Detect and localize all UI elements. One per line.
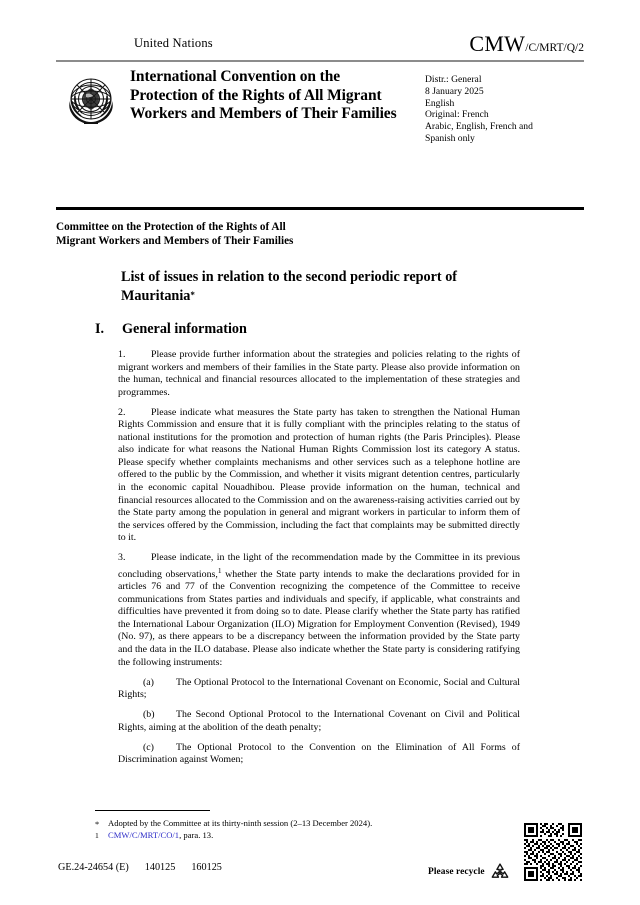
paragraph-2-number: 2. xyxy=(118,406,126,418)
footnote-1-text: , para. 13. xyxy=(179,829,214,840)
document-symbol xyxy=(469,31,584,57)
subitem-a-text: The Optional Protocol to the International Covenant on Economic, Social and Cultural Rights; xyxy=(118,676,520,701)
document-symbol-main: CMW xyxy=(469,31,526,56)
document-symbol-suffix: /C/MRT/Q/2 xyxy=(525,42,584,54)
masthead-divider-thick xyxy=(56,207,584,210)
paragraph-2-text: Please indicate what measures the State party has taken to strengthen the National Human Rights Commission and ensure that it is fully compliant with the principles relating to the status of national institutions for the promotion and protection of human rights (the Paris Principles). Please also indicate for what reasons the National Human Rights Commission lost its category A status. Please specify whether complaints mechanisms and other services such as a telephone hotline are offered to the public by the Commission, and whether it visits migrant detention centres, particularly in the economic capital Nouadhibou. Please provide information on the human, technical and financial resources allocated to the Commission and on the awareness-raising activities carried out by the State party among the population in general and migrant workers in particular to inform them of the services offered by the Commission, including the fact that complaints may be submitted directly to it. xyxy=(118,406,520,544)
footnote-divider xyxy=(95,810,210,811)
page-title xyxy=(121,269,531,305)
masthead-divider-thin xyxy=(56,60,584,62)
footnote-1 xyxy=(95,830,515,842)
distribution-original: Original: French xyxy=(425,109,489,121)
distribution-type: Distr.: General xyxy=(425,74,482,85)
paragraph-3-text-before-ref: Please indicate, in the light of the recommendation made by the Committee in its previous concluding observations, xyxy=(118,552,520,580)
paragraph-1-number: 1. xyxy=(118,349,126,360)
document-body xyxy=(118,349,520,774)
subitem-a xyxy=(118,677,520,702)
footnote-asterisk-text: Adopted by the Committee at its thirty-ninth session (2–13 December 2024). xyxy=(108,818,373,828)
footnote-reference-1[interactable]: 1 xyxy=(217,565,222,575)
footnote-asterisk xyxy=(95,818,515,830)
footnote-area xyxy=(95,818,515,841)
job-date-code-1: 140125 xyxy=(144,862,176,873)
recycle-notice xyxy=(428,861,511,883)
distribution-date: 8 January 2025 xyxy=(425,85,484,97)
paragraph-2 xyxy=(118,407,520,545)
footnote-1-mark: 1 xyxy=(95,830,99,840)
committee-name-line2: Migrant Workers and Members of Their Families xyxy=(56,234,294,247)
distribution-language: English xyxy=(425,97,455,109)
job-language-code: (E) xyxy=(115,862,129,873)
distribution-languages-line2: Spanish only xyxy=(425,132,475,144)
section-number: I. xyxy=(95,321,105,337)
distribution-languages-line1: Arabic, English, French and xyxy=(425,121,533,133)
footnote-1-link[interactable]: CMW/C/MRT/CO/1 xyxy=(108,829,180,840)
qr-code-icon xyxy=(524,823,582,881)
subitem-c xyxy=(118,742,520,767)
job-number xyxy=(58,862,222,873)
recycle-icon xyxy=(489,861,511,883)
distribution-block xyxy=(425,74,585,145)
footnote-asterisk-mark: * xyxy=(95,820,100,829)
job-date-code-2: 160125 xyxy=(191,862,222,873)
committee-name-line1: Committee on the Protection of the Rights of All xyxy=(56,221,286,233)
paragraph-1-text: Please provide further information about the strategies and policies relating to the rights of migrant workers and members of their families in the State party. Please also provide information on the human, technical and financial resources allocated to the implementation of these strategies and programmes. xyxy=(118,349,520,398)
section-heading-text: General information xyxy=(122,321,247,337)
paragraph-3 xyxy=(118,552,520,669)
subitem-c-letter: (c) xyxy=(143,741,154,753)
page-title-text: List of issues in relation to the second periodic report of Mauritania xyxy=(121,269,458,304)
subitem-b xyxy=(118,709,520,734)
paragraph-3-number: 3. xyxy=(118,552,126,564)
subitem-b-text: The Second Optional Protocol to the International Covenant on Civil and Political Rights, aiming at the abolition of the death penalty; xyxy=(118,709,520,733)
title-footnote-mark: * xyxy=(190,289,195,300)
paragraph-3-text-after-ref: whether the State party intends to make the declarations provided for in articles 76 and 77 of the Convention recognizing the competence of the Committee to receive communications from States parties and individuals and specify, if applicable, what constraints and difficulties have prevented it from doing so to date. Please clarify whether the State party has ratified the International Labour Organization (ILO) Migration for Employment Convention (Revised), 1949 (No. 97), as there appears to be a discrepancy between the information provided by the State party and the data in the ILO database. Please also indicate whether the State party is considering ratifying the following instruments: xyxy=(118,568,520,668)
subitem-b-letter: (b) xyxy=(143,709,155,721)
paragraph-1 xyxy=(118,349,520,399)
recycle-label: Please recycle xyxy=(428,867,485,877)
subitem-c-text: The Optional Protocol to the Convention on the Elimination of All Forms of Discrimination against Women; xyxy=(118,741,520,766)
subitem-a-letter: (a) xyxy=(143,676,154,688)
section-heading xyxy=(95,321,515,338)
organization-name: United Nations xyxy=(134,36,213,50)
committee-name xyxy=(56,221,496,248)
job-number-value: GE.24-24654 xyxy=(58,862,114,873)
masthead xyxy=(56,31,584,58)
convention-title: International Convention on the Protection of the Rights of All Migrant Workers and Members of Their Families xyxy=(130,68,397,122)
un-emblem-icon xyxy=(60,72,122,134)
